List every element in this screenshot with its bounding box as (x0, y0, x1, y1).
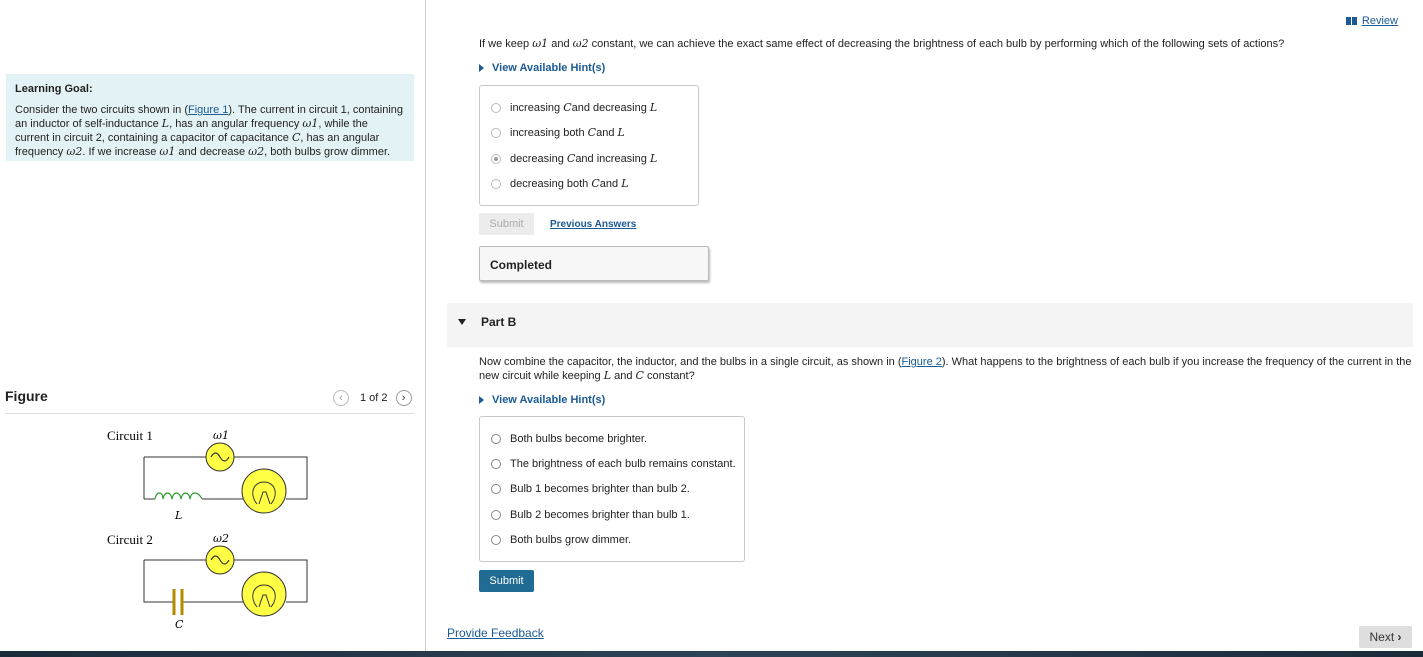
capacitor-icon (174, 589, 182, 615)
circuit-figure (100, 425, 315, 635)
part-a-option-4[interactable]: decreasing both C and L (491, 177, 629, 190)
part-b-option-2[interactable]: The brightness of each bulb remains constant. (491, 458, 736, 470)
radio-button[interactable] (491, 128, 501, 138)
caret-down-icon (458, 319, 466, 325)
radio-button[interactable] (491, 535, 501, 545)
left-pane (0, 0, 426, 652)
caret-right-icon (479, 396, 484, 404)
radio-button[interactable] (491, 434, 501, 444)
part-a-submit-button[interactable]: Submit (479, 213, 534, 235)
figure-next-button[interactable] (396, 390, 412, 406)
figure-title: Figure (5, 388, 48, 404)
part-a-status: Completed (479, 246, 709, 281)
part-b-submit-button[interactable]: Submit (479, 570, 534, 592)
part-b-header[interactable] (447, 303, 1413, 347)
circuit-1-label: Circuit 1 (107, 428, 153, 443)
chevron-left-icon: ‹ (339, 392, 343, 404)
part-b-hint-toggle[interactable]: View Available Hint(s) (479, 394, 605, 406)
part-a-option-2[interactable]: increasing both C and L (491, 126, 625, 139)
part-b-option-5[interactable]: Both bulbs grow dimmer. (491, 534, 631, 546)
figure-divider (5, 413, 414, 414)
learning-goal-title: Learning Goal: (15, 83, 93, 95)
part-b-question: Now combine the capacitor, the inductor, and the bulbs in a single circuit, as shown in (Figure 2). What happens to the brightness of each bulb if you increase the frequency of the current in the new circuit while keeping L and C constant? (479, 356, 1412, 382)
bulb-1-icon (242, 469, 286, 513)
part-b-title: Part B (481, 315, 517, 329)
learning-goal-box (6, 74, 414, 161)
inductor-label: L (175, 509, 183, 522)
caret-right-icon (479, 64, 484, 72)
circuit-2-label: Circuit 2 (107, 532, 153, 547)
part-a-option-1[interactable]: increasing C and decreasing L (491, 101, 657, 114)
chevron-right-icon: › (1397, 630, 1402, 644)
inductor-coil-icon (155, 493, 202, 499)
next-button[interactable]: Next › (1359, 626, 1412, 648)
previous-answers-link[interactable]: Previous Answers (550, 219, 637, 230)
omega1-label: ω1 (213, 429, 229, 442)
figure-counter: 1 of 2 (360, 392, 388, 404)
part-a-choices (479, 85, 699, 206)
part-a-hint-toggle[interactable]: View Available Hint(s) (479, 62, 605, 74)
radio-button[interactable] (491, 510, 501, 520)
review-link[interactable]: Review (1346, 15, 1398, 27)
part-b-option-3[interactable]: Bulb 1 becomes brighter than bulb 2. (491, 483, 690, 495)
part-a-question: If we keep ω1 and ω2 constant, we can achieve the exact same effect of decreasing the brightness of each bulb by performing which of the following sets of actions? (479, 37, 1285, 50)
omega2-label: ω2 (213, 532, 229, 545)
book-icon (1346, 17, 1357, 25)
figure-prev-button[interactable] (333, 390, 349, 406)
bulb-2-icon (242, 572, 286, 616)
radio-button[interactable] (491, 179, 501, 189)
capacitor-label: C (175, 618, 184, 631)
radio-button[interactable] (491, 484, 501, 494)
figure-pager (333, 389, 412, 407)
radio-button[interactable] (491, 103, 501, 113)
ac-source-2-icon (206, 546, 234, 574)
radio-button-selected[interactable] (491, 154, 501, 164)
part-b-choices (479, 416, 745, 562)
learning-goal-text: Consider the two circuits shown in (Figure 1). The current in circuit 1, containing an inductor of self-inductance L, has an angular frequency ω1, while the current in circuit 2, containing a capacitor of capacitance C, has an angular frequency ω2. If we increase ω1 and decrease ω2, both bulbs grow dimmer. (15, 104, 404, 158)
bottom-bar (0, 651, 1423, 657)
part-a-option-3[interactable]: decreasing C and increasing L (491, 152, 657, 165)
figure-1-link[interactable]: Figure 1 (188, 104, 229, 116)
ac-source-1-icon (206, 443, 234, 471)
radio-button[interactable] (491, 459, 501, 469)
chevron-right-icon: › (401, 392, 406, 404)
part-b-option-4[interactable]: Bulb 2 becomes brighter than bulb 1. (491, 509, 690, 521)
part-b-option-1[interactable]: Both bulbs become brighter. (491, 433, 647, 445)
provide-feedback-link[interactable]: Provide Feedback (447, 626, 544, 640)
figure-2-link[interactable]: Figure 2 (901, 356, 942, 368)
